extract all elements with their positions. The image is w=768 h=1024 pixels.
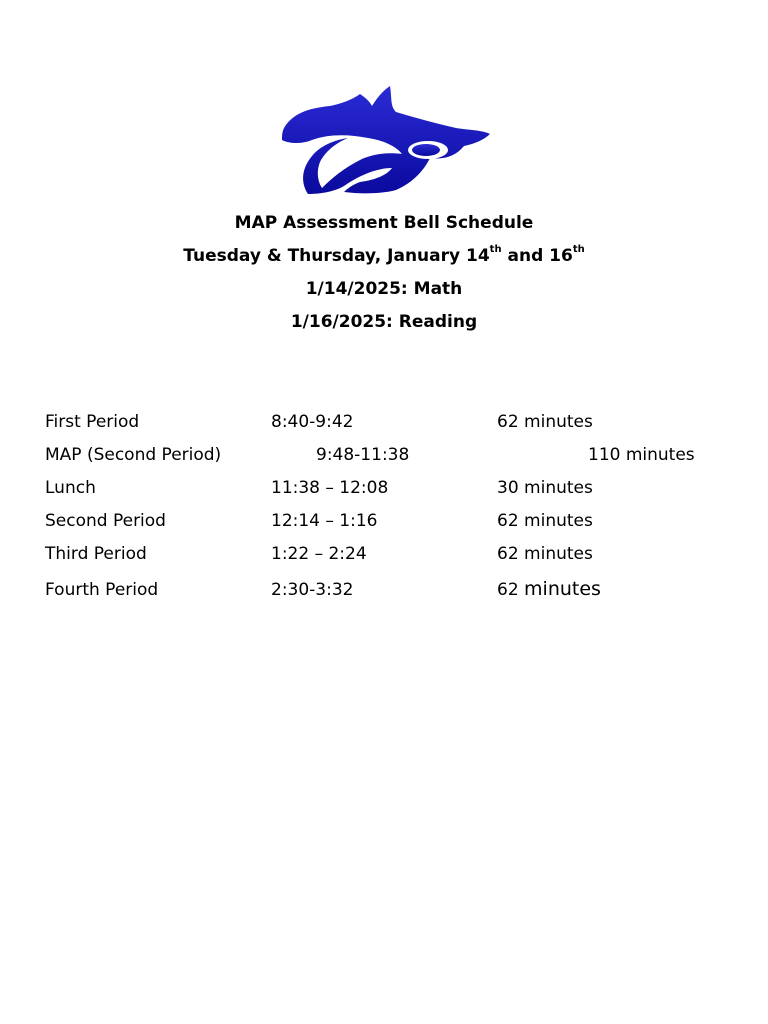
period-duration: 110 minutes (588, 445, 695, 465)
dates-prefix: Tuesday & Thursday, January 14 (183, 246, 490, 266)
period-time: 2:30-3:32 (271, 580, 354, 600)
period-time: 9:48-11:38 (316, 445, 410, 465)
period-duration (497, 579, 601, 600)
dates-superscript-1: th (489, 244, 502, 256)
schedule-title: MAP Assessment Bell Schedule (234, 213, 534, 233)
dates-superscript-2: th (572, 244, 585, 256)
period-duration: 62 minutes (497, 412, 593, 432)
dates-middle: and 16 (501, 246, 573, 266)
reading-day-label: 1/16/2025: Reading (290, 312, 478, 332)
period-time: 1:22 – 2:24 (271, 544, 367, 564)
period-duration: 30 minutes (497, 478, 593, 498)
period-duration: 62 minutes (497, 544, 593, 564)
period-name: Second Period (45, 511, 166, 531)
period-duration: 62 minutes (497, 511, 593, 531)
math-day-label: 1/14/2025: Math (305, 279, 463, 299)
duration-number: 62 (497, 580, 525, 600)
duration-unit: minutes (524, 578, 601, 600)
period-name: First Period (45, 412, 140, 432)
period-name: Lunch (45, 478, 96, 498)
period-name: Fourth Period (45, 580, 159, 600)
wolf-logo-icon (278, 84, 492, 196)
period-time: 12:14 – 1:16 (271, 511, 378, 531)
period-time: 11:38 – 12:08 (271, 478, 389, 498)
period-time: 8:40-9:42 (271, 412, 354, 432)
schedule-dates (0, 246, 768, 266)
period-name: Third Period (45, 544, 147, 564)
period-name: MAP (Second Period) (45, 445, 222, 465)
